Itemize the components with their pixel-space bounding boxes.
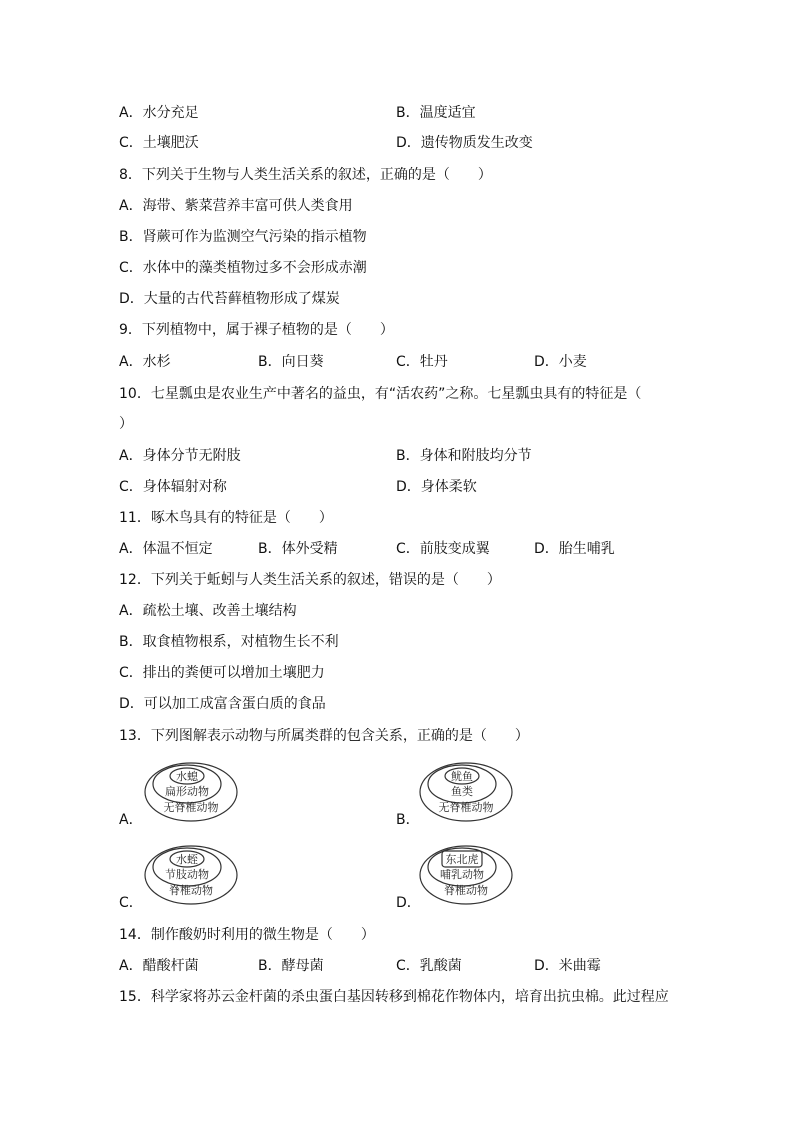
q13-option-c-diagram xyxy=(143,843,239,907)
q13-c-outer-label: 脊椎动物 xyxy=(169,884,213,897)
q10-option-d: D．身体柔软 xyxy=(396,479,477,495)
q13-a-outer-label: 无脊椎动物 xyxy=(163,801,219,814)
q13-a-middle-label: 扁形动物 xyxy=(165,785,209,798)
q13-option-a-diagram xyxy=(143,760,239,824)
q11-stem: 11．啄木鸟具有的特征是（ ） xyxy=(119,510,333,526)
q12-option-d: D．可以加工成富含蛋白质的食品 xyxy=(119,696,326,712)
q10-stem: 10．七星瓢虫是农业生产中著名的益虫，有“活农药”之称。七星瓢虫具有的特征是（ xyxy=(119,386,642,402)
q13-c-inner-label: 水蛭 xyxy=(176,853,198,866)
q9-option-a: A．水杉 xyxy=(119,354,171,370)
q12-option-b: B．取食植物根系，对植物生长不利 xyxy=(119,634,339,650)
q13-option-b-letter: B． xyxy=(396,812,420,828)
q9-stem: 9．下列植物中，属于裸子植物的是（ ） xyxy=(119,322,394,338)
q8-stem: 8．下列关于生物与人类生活关系的叙述，正确的是（ ） xyxy=(119,167,492,183)
q14-option-a: A．醋酸杆菌 xyxy=(119,958,199,974)
q9-option-d: D．小麦 xyxy=(534,354,587,370)
q13-option-a-letter: A． xyxy=(119,812,143,828)
q14-option-c: C．乳酸菌 xyxy=(396,958,462,974)
q8-option-d: D．大量的古代苔藓植物形成了煤炭 xyxy=(119,291,340,307)
q9-option-b: B．向日葵 xyxy=(258,354,324,370)
q13-a-inner-label: 水螅 xyxy=(176,770,198,783)
q13-d-inner-label: 东北虎 xyxy=(445,853,479,866)
q8-option-c: C．水体中的藻类植物过多不会形成赤潮 xyxy=(119,260,367,276)
q8-option-a: A．海带、紫菜营养丰富可供人类食用 xyxy=(119,198,353,214)
q13-option-c-letter: C． xyxy=(119,895,143,911)
q13-b-middle-label: 鱼类 xyxy=(451,785,473,798)
q10-stem-cont: ） xyxy=(119,416,133,432)
q15-stem: 15．科学家将苏云金杆菌的杀虫蛋白基因转移到棉花作物体内，培育出抗虫棉。此过程应 xyxy=(119,989,669,1005)
q10-option-c: C．身体辐射对称 xyxy=(119,479,227,495)
q13-b-outer-label: 无脊椎动物 xyxy=(438,801,494,814)
q13-d-outer-label: 脊椎动物 xyxy=(444,884,488,897)
q10-option-b: B．身体和附肢均分节 xyxy=(396,448,532,464)
q7-option-a: A．水分充足 xyxy=(119,105,199,121)
q14-option-d: D．米曲霉 xyxy=(534,958,601,974)
q11-option-c: C．前肢变成翼 xyxy=(396,541,490,557)
q13-stem: 13．下列图解表示动物与所属类群的包含关系，正确的是（ ） xyxy=(119,728,529,744)
q9-option-c: C．牡丹 xyxy=(396,354,448,370)
q13-option-d-letter: D． xyxy=(396,895,421,911)
q11-option-d: D．胎生哺乳 xyxy=(534,541,615,557)
q13-option-b-diagram xyxy=(418,760,514,824)
q10-option-a: A．身体分节无附肢 xyxy=(119,448,241,464)
q13-d-middle-label: 哺乳动物 xyxy=(440,868,484,881)
q14-option-b: B．酵母菌 xyxy=(258,958,324,974)
q7-option-c: C．土壤肥沃 xyxy=(119,135,199,151)
q13-c-middle-label: 节肢动物 xyxy=(165,868,209,881)
q13-b-inner-label: 鱿鱼 xyxy=(451,770,473,783)
q12-stem: 12．下列关于蚯蚓与人类生活关系的叙述，错误的是（ ） xyxy=(119,572,501,588)
q12-option-c: C．排出的粪便可以增加土壤肥力 xyxy=(119,665,325,681)
q13-option-d-diagram xyxy=(418,843,514,907)
q11-option-b: B．体外受精 xyxy=(258,541,338,557)
q14-stem: 14．制作酸奶时利用的微生物是（ ） xyxy=(119,927,375,943)
q7-option-d: D．遗传物质发生改变 xyxy=(396,135,533,151)
q11-option-a: A．体温不恒定 xyxy=(119,541,213,557)
q7-option-b: B．温度适宜 xyxy=(396,105,476,121)
q12-option-a: A．疏松土壤、改善土壤结构 xyxy=(119,603,297,619)
q8-option-b: B．肾蕨可作为监测空气污染的指示植物 xyxy=(119,229,367,245)
